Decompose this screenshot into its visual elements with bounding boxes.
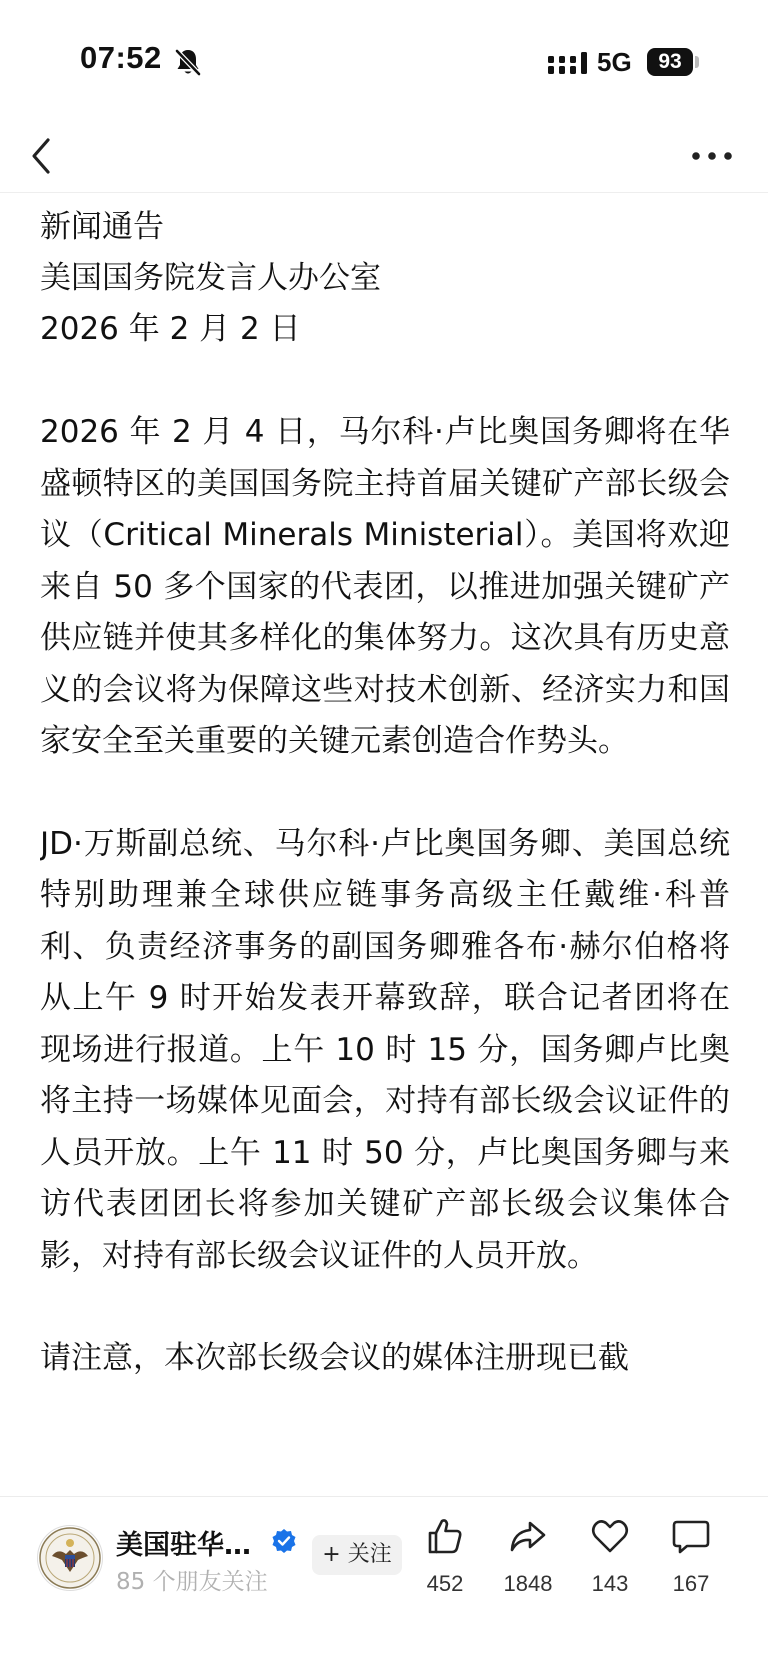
share-icon [507, 1515, 549, 1557]
bottom-action-bar [0, 1496, 768, 1671]
battery-icon: 93 [647, 48, 693, 76]
article-source: 美国国务院发言人办公室 [40, 260, 381, 296]
heart-icon [589, 1515, 631, 1557]
battery-tip [695, 56, 699, 68]
favorite-count: 143 [591, 1571, 629, 1596]
favorite-button[interactable] [565, 1515, 655, 1615]
comment-count: 167 [672, 1571, 710, 1596]
more-icon[interactable] [688, 142, 736, 170]
nav-bar [0, 120, 768, 193]
follower-count: 85 个朋友关注 [116, 1569, 268, 1595]
comment-icon [670, 1515, 712, 1557]
article-body [40, 202, 730, 1492]
back-icon[interactable] [26, 132, 62, 180]
verified-icon [271, 1528, 297, 1554]
avatar-seal-icon [38, 1526, 102, 1590]
article-paragraph-3: 请注意，本次部长级会议的媒体注册现已截 [40, 1340, 629, 1376]
article-paragraph-1: 2026 年 2 月 4 日，马尔科·卢比奥国务卿将在华盛顿特区的美国国务院主持首届关键矿产部长级会议（Critical Minerals Ministerial）。美国将欢迎来自 50 多个国家的代表团，以推进加强关键矿产供应链并使其多样化的集体努力。这次具有历史意义的会议将为保障这些对技术创新、经济实力和国家安全至关重要的关键元素创造合作势头。 [40, 414, 730, 759]
follow-button[interactable]: + 关注 [312, 1535, 402, 1575]
like-count: 452 [426, 1571, 464, 1596]
network-label: 5G [597, 47, 632, 77]
account-name[interactable]: 美国驻华… [116, 1530, 251, 1561]
article-date: 2026 年 2 月 2 日 [40, 311, 301, 347]
share-button[interactable] [483, 1515, 573, 1615]
avatar[interactable] [37, 1525, 103, 1591]
comment-button[interactable] [646, 1515, 736, 1615]
status-bar [0, 0, 768, 120]
share-count: 1848 [503, 1571, 553, 1596]
status-time: 07:52 [80, 40, 162, 75]
signal-icon [548, 52, 588, 76]
thumbs-up-icon [424, 1515, 466, 1557]
bell-slash-icon [174, 47, 202, 77]
like-button[interactable] [400, 1515, 490, 1615]
article-category: 新闻通告 [40, 209, 164, 245]
article-paragraph-2: JD·万斯副总统、马尔科·卢比奥国务卿、美国总统特别助理兼全球供应链事务高级主任戴维·科普利、负责经济事务的副国务卿雅各布·赫尔伯格将从上午 9 时开始发表开幕致辞，联合记者团将在现场进行报道。上午 10 时 15 分，国务卿卢比奥将主持一场媒体见面会，对持有部长级会议证件的人员开放。上午 11 时 50 分，卢比奥国务卿与来访代表团团长将参加关键矿产部长级会议集体合影，对持有部长级会议证件的人员开放。 [40, 825, 730, 1274]
